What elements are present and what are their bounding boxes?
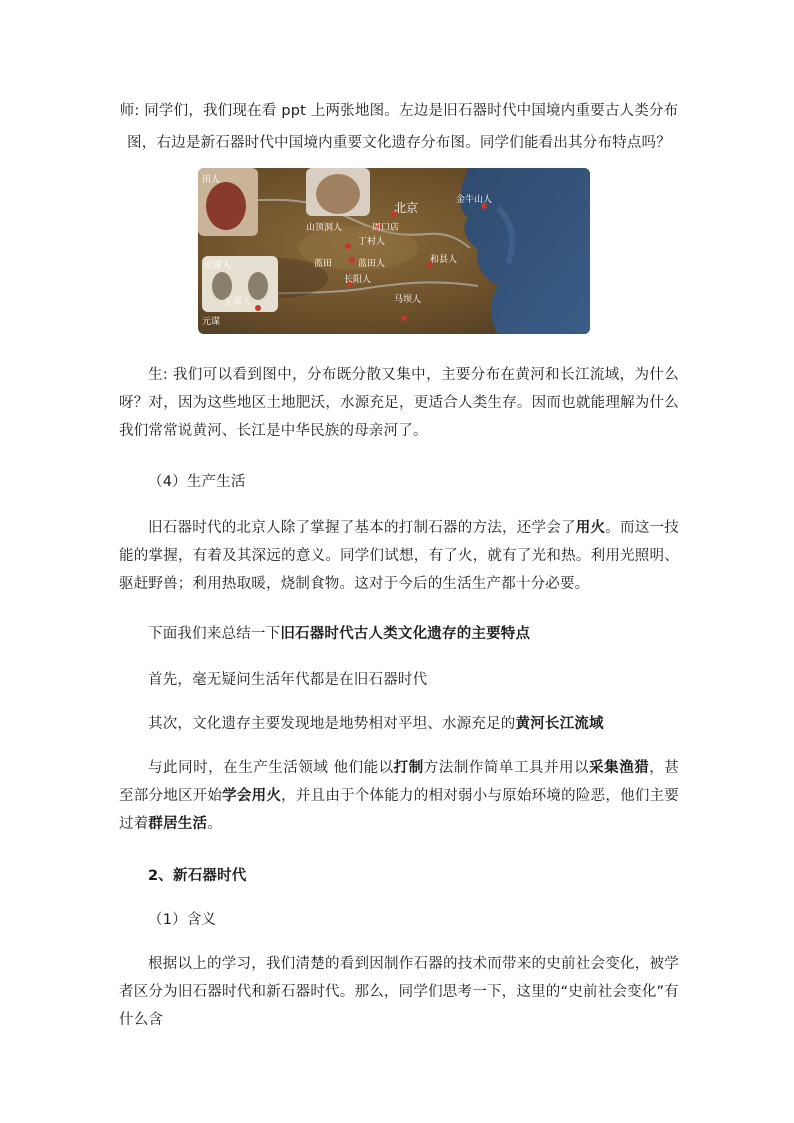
- site-marker: [255, 305, 261, 311]
- map-label-lantian: 蓝田: [314, 259, 333, 269]
- map-label-dingcun: 丁村人: [358, 237, 386, 247]
- section-heading-neolithic: 2、新石器时代: [148, 868, 247, 884]
- map-label-lantianren: 蓝田人: [358, 259, 386, 269]
- map-label-yuanmou-ren: 元谋人: [224, 297, 252, 307]
- map-label-beijing: 北京: [394, 201, 419, 215]
- summary-third: 与此同时，在生产生活领域 他们能以打制方法制作简单工具并用以采集渔猎，甚至部分地区开始学会用火，并且由于个体能力的相对弱小与原始环境的险恶，他们主要过着群居生活。: [119, 760, 679, 832]
- student-paragraph: 生: 我们可以看到图中，分布既分散又集中，主要分布在黄河和长江流域，为什么呀？对，因为这些地区土地肥沃，水源充足，更适合人类生存。因而也就能理解为什么我们常常说黄河、长江是中华民族的母亲河了。: [119, 367, 679, 439]
- map-label-maba: 马坝人: [394, 295, 422, 305]
- meaning-paragraph: 根据以上的学习，我们清楚的看到因制作石器的技术而带来的史前社会变化，被学者区分为旧石器时代和新石器时代。那么，同学们思考一下，这里的“史前社会变化”有什么含: [119, 956, 679, 1028]
- map-label-jinniushan: 金牛山人: [456, 195, 493, 205]
- subheading-meaning: （1）含义: [148, 912, 217, 928]
- summary-first: 首先，毫无疑问生活年代都是在旧石器时代: [148, 672, 428, 688]
- site-marker: [345, 243, 351, 249]
- fire-paragraph: 旧石器时代的北京人除了掌握了基本的打制石器的方法，还学会了用火。而这一技能的掌握，有着及其深远的意义。同学们试想，有了火，就有了光和热。利用光照明、驱赶野兽；利用热取暖，烧制食物。这对于今后的生活生产都十分必要。: [119, 520, 680, 592]
- map-label-yuanmou-short: 元谋: [202, 317, 221, 327]
- map-label-hexian: 和县人: [430, 255, 458, 265]
- map-label-topleft: 田人: [202, 175, 221, 185]
- summary-intro: 下面我们来总结一下旧石器时代古人类文化遗存的主要特点: [148, 626, 531, 642]
- map-label-shanding: 山顶洞人: [306, 223, 343, 233]
- map-label-changyang: 长阳人: [344, 275, 372, 285]
- paleolithic-distribution-map: [198, 168, 590, 334]
- map-svg: [198, 168, 590, 334]
- site-marker: [349, 257, 355, 263]
- map-label-zhoukoudian: 周口店: [372, 223, 400, 233]
- site-marker: [401, 315, 407, 321]
- teacher-paragraph-line1: 师: 同学们，我们现在看 ppt 上两张地图。左边是旧石器时代中国境内重要古人类分布: [119, 103, 679, 119]
- map-label-yuanmou: 元谋人: [204, 261, 232, 271]
- teacher-paragraph-line2: 图，右边是新石器时代中国境内重要文化遗存分布图。同学们能看出其分布特点吗？: [127, 135, 671, 151]
- summary-second: 其次，文化遗存主要发现地是地势相对平坦、水源充足的黄河长江流域: [148, 716, 604, 732]
- subheading-production-life: （4）生产生活: [148, 474, 246, 490]
